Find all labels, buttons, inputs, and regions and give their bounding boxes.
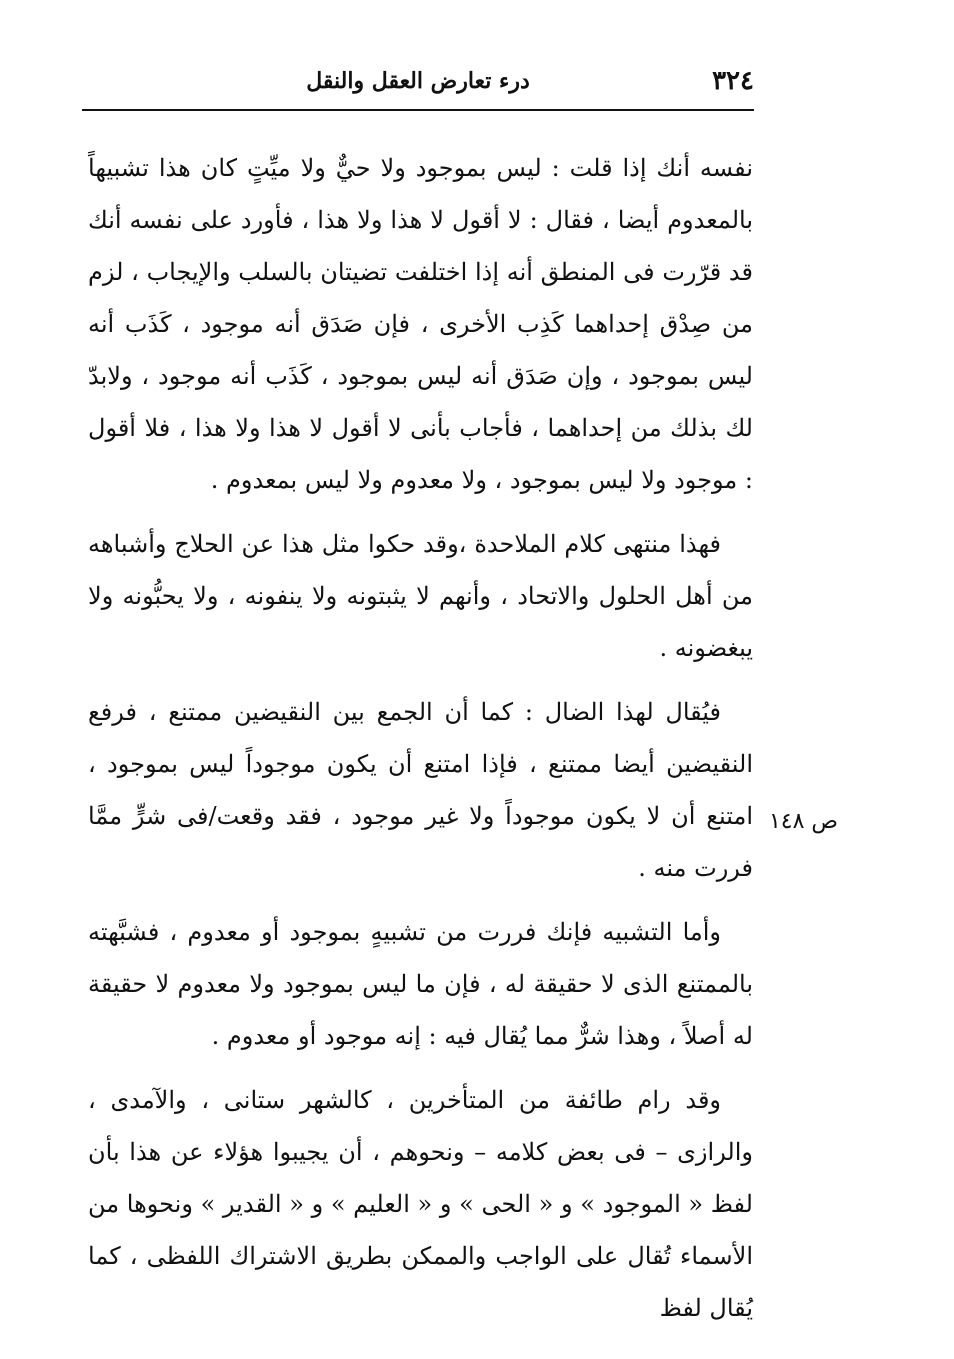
- header-rule: [82, 109, 754, 111]
- paragraph-4: وأما التشبيه فإنك فررت من تشبيهٍ بموجود أو معدوم ، فشبَّهته بالممتنع الذى لا حقيقة له ، فإن ما ليس بموجود ولا معدوم لا حقيقة له أصلاً ، وهذا شرٌّ مما يُقال فيه : إنه موجود أو معدوم .: [88, 918, 753, 1050]
- margin-page-reference: ص ١٤٨: [768, 809, 838, 834]
- body-text: [88, 142, 753, 1334]
- page-header: [82, 62, 754, 108]
- running-title: درء تعارض العقل والنقل: [306, 68, 530, 94]
- paragraph-3: فيُقال لهذا الضال : كما أن الجمع بين النقيضين ممتنع ، فرفع النقيضين أيضا ممتنع ، فإذا امتنع أن يكون موجوداً ليس بموجود ، امتنع أن لا يكون موجوداً ولا غير موجود ، فقد وقعت/فى شرٍّ ممَّا فررت منه .: [88, 698, 754, 882]
- paragraph-1: نفسه أنك إذا قلت : ليس بموجود ولا حيٌّ ولا ميِّتٍ كان هذا تشبيهاً بالمعدوم أيضا ، فقال : لا أقول لا هذا ولا هذا ، فأورد على نفسه أنك قد قرّرت فى المنطق أنه إذا اختلفت تضيتان بالسلب والإيجاب ، لزم من صِدْق إحداهما كَذِب الأخرى ، فإن صَدَق أنه موجود ، كَذَب أنه ليس بموجود ، وإن صَدَق أنه ليس بموجود ، كَذَب أنه موجود ، ولابدّ لك بذلك من إحداهما ، فأجاب بأنى لا أقول لا هذا ولا هذا ، فلا أقول : موجود ولا ليس بموجود ، ولا معدوم ولا ليس بمعدوم .: [88, 154, 753, 494]
- paragraph-5: وقد رام طائفة من المتأخرين ، كالشهر ستانى ، والآمدى ، والرازى – فى بعض كلامه – ونحوهم ، أن يجيبوا هؤلاء عن هذا بأن لفظ « الموجود » و « الحى » و « العليم » و « القدير » ونحوها من الأسماء تُقال على الواجب والممكن بطريق الاشتراك اللفظى ، كما يُقال لفظ: [88, 1086, 753, 1322]
- page-number: ٣٢٤: [712, 66, 754, 96]
- paragraph-2: فهذا منتهى كلام الملاحدة ،وقد حكوا مثل هذا عن الحلاج وأشباهه من أهل الحلول والاتحاد ، وأنهم لا يثبتونه ولا ينفونه ، ولا يحبُّونه ولا يبغضونه .: [88, 530, 753, 662]
